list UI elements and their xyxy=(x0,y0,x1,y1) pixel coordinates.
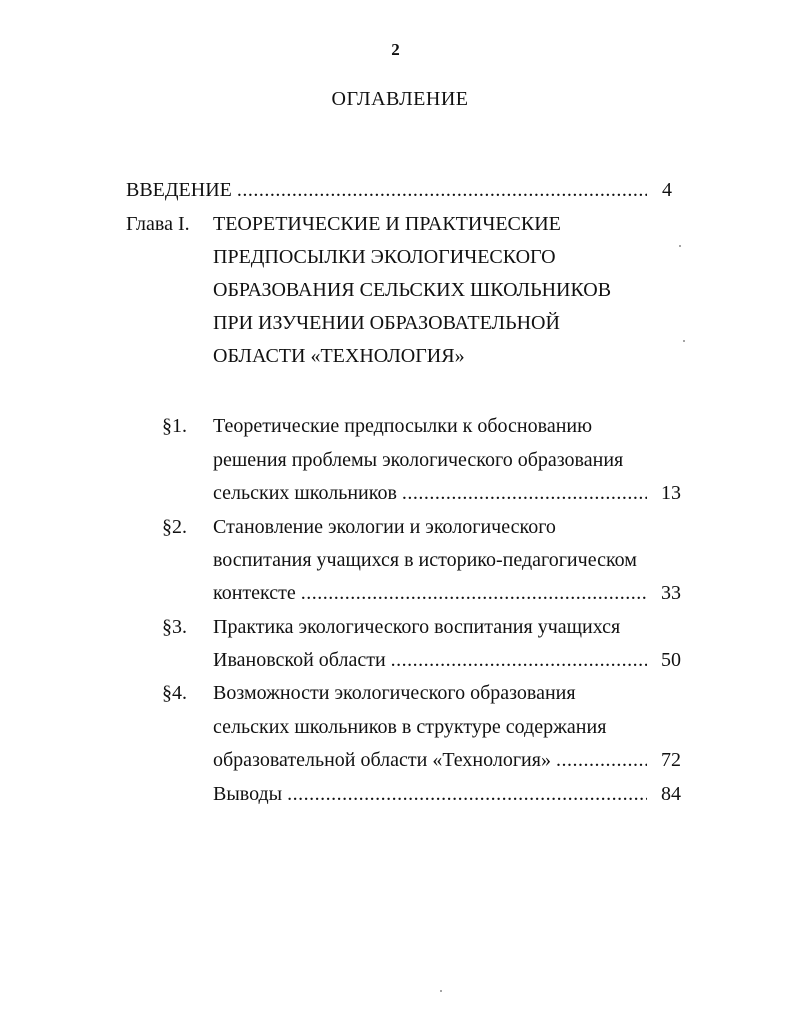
chapter-title-line: ОБЛАСТИ «ТЕХНОЛОГИЯ» xyxy=(213,345,465,367)
page-number: 2 xyxy=(391,40,400,59)
scan-speck xyxy=(683,340,685,342)
section-3-line: Ивановской области xyxy=(213,649,386,671)
section-1-entry[interactable] xyxy=(213,481,647,505)
section-2-page: 33 xyxy=(661,582,681,604)
section-1-page: 13 xyxy=(661,482,681,504)
section-2-line: воспитания учащихся в историко-педагогическом xyxy=(213,549,637,571)
toc-intro-label: ВВЕДЕНИЕ xyxy=(126,179,232,201)
section-3-entry[interactable] xyxy=(213,648,647,672)
conclusions-label: Выводы xyxy=(213,783,283,805)
chapter-title-line: ПРЕДПОСЫЛКИ ЭКОЛОГИЧЕСКОГО xyxy=(213,246,556,268)
section-2-line: Становление экологии и экологического xyxy=(213,516,556,538)
leader-dots xyxy=(301,581,647,605)
section-1-line: решения проблемы экологического образования xyxy=(213,449,624,471)
section-4-line: Возможности экологического образования xyxy=(213,682,576,704)
chapter-label: Глава I. xyxy=(126,213,190,235)
leader-dots xyxy=(402,481,647,505)
chapter-title-line: ПРИ ИЗУЧЕНИИ ОБРАЗОВАТЕЛЬНОЙ xyxy=(213,312,560,334)
section-3-line: Практика экологического воспитания учащихся xyxy=(213,616,621,638)
section-3-page: 50 xyxy=(661,649,681,671)
section-2-entry[interactable] xyxy=(213,581,647,605)
leader-dots xyxy=(287,782,647,806)
section-4-line: образовательной области «Технология» xyxy=(213,749,551,771)
toc-title: ОГЛАВЛЕНИЕ xyxy=(331,88,469,110)
chapter-title-line: ОБРАЗОВАНИЯ СЕЛЬСКИХ ШКОЛЬНИКОВ xyxy=(213,279,612,301)
section-4-number: §4. xyxy=(162,682,187,704)
section-4-entry[interactable] xyxy=(213,748,647,772)
section-1-line: сельских школьников xyxy=(213,482,397,504)
leader-dots xyxy=(391,648,647,672)
toc-intro-page: 4 xyxy=(662,179,672,201)
toc-intro-entry[interactable] xyxy=(126,178,647,202)
scan-speck xyxy=(440,990,442,992)
section-1-number: §1. xyxy=(162,415,187,437)
leader-dots xyxy=(237,178,647,202)
scan-speck xyxy=(679,245,681,247)
section-4-line: сельских школьников в структуре содержания xyxy=(213,716,607,738)
section-4-page: 72 xyxy=(661,749,681,771)
conclusions-page: 84 xyxy=(661,783,681,805)
chapter-title-line: ТЕОРЕТИЧЕСКИЕ И ПРАКТИЧЕСКИЕ xyxy=(213,213,561,235)
section-3-number: §3. xyxy=(162,616,187,638)
section-2-number: §2. xyxy=(162,516,187,538)
section-2-line: контексте xyxy=(213,582,296,604)
conclusions-entry[interactable] xyxy=(213,782,647,806)
section-1-line: Теоретические предпосылки к обоснованию xyxy=(213,415,593,437)
